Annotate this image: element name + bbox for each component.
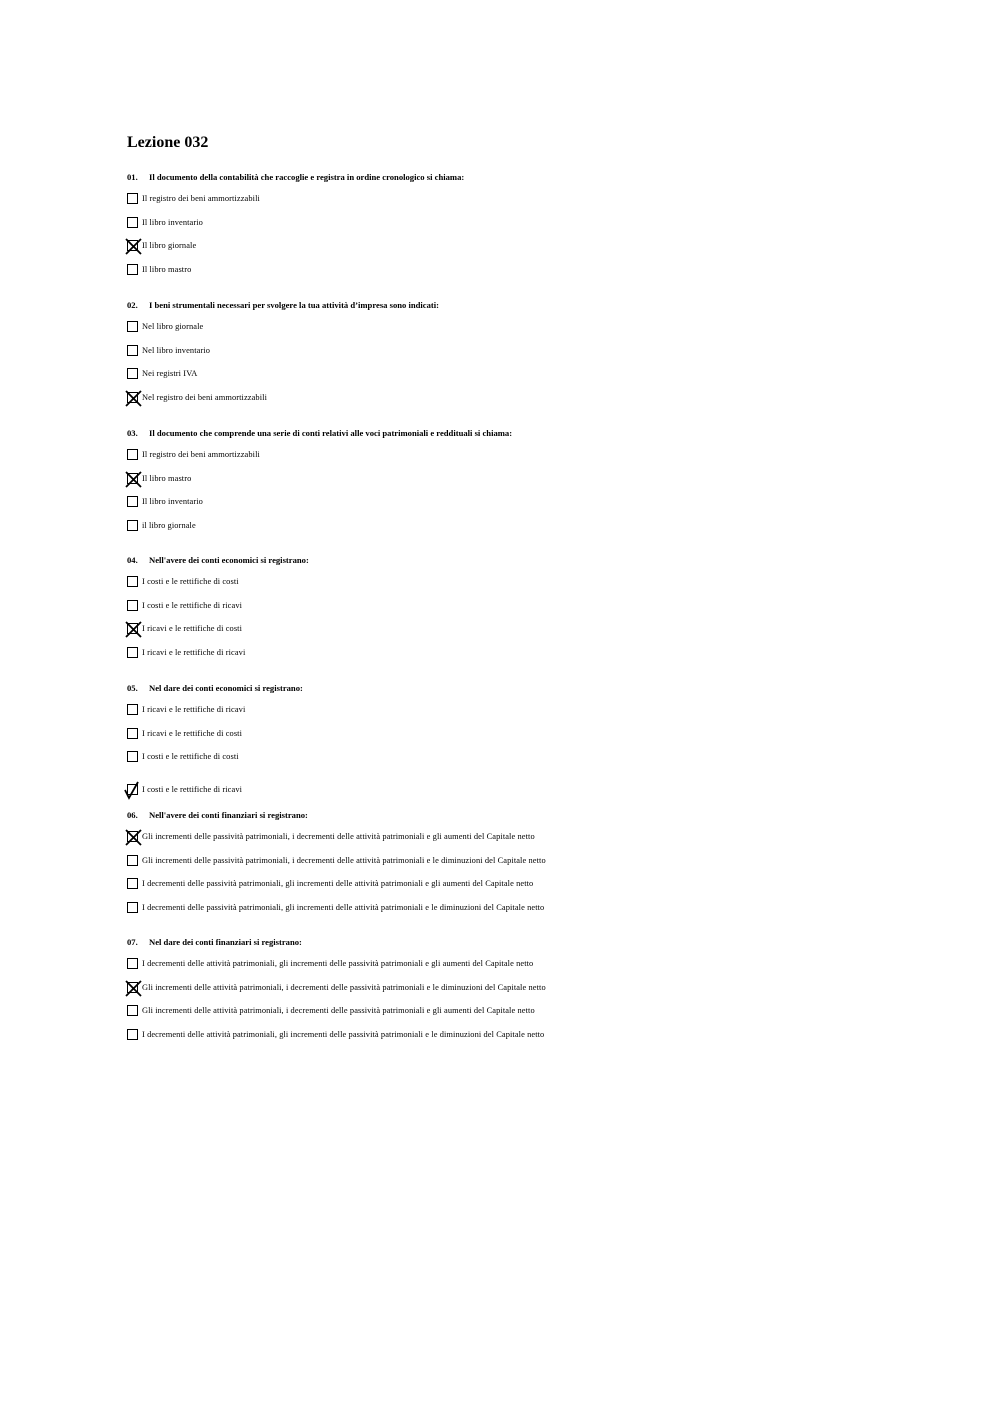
- question-number: 02.: [127, 300, 138, 310]
- answer-option[interactable]: [127, 952, 977, 976]
- checkbox-empty[interactable]: [127, 958, 138, 969]
- checkbox-empty[interactable]: [127, 1029, 138, 1040]
- checkbox-empty[interactable]: [127, 368, 138, 379]
- answer-option[interactable]: [127, 514, 977, 538]
- question-prompt: Nel dare dei conti finanziari si registrano:: [149, 937, 302, 947]
- question-text: [127, 427, 977, 439]
- answer-label: il libro giornale: [142, 521, 196, 531]
- cross-mark-icon: [125, 621, 142, 638]
- answer-option[interactable]: [127, 594, 977, 618]
- question-prompt: Nell'avere dei conti economici si registrano:: [149, 555, 309, 565]
- answer-label: Gli incrementi delle passività patrimoniali, i decrementi delle attività patrimoniali e gli aumenti del Capitale netto: [142, 832, 535, 842]
- checkbox-empty[interactable]: [127, 576, 138, 587]
- answer-label: Il registro dei beni ammortizzabili: [142, 194, 260, 204]
- checkbox-empty[interactable]: [127, 902, 138, 913]
- answer-label: Il libro giornale: [142, 241, 197, 251]
- answer-option[interactable]: [127, 976, 977, 1000]
- answer-label: I ricavi e le rettifiche di ricavi: [142, 648, 246, 658]
- answer-option[interactable]: [127, 617, 977, 641]
- answer-option[interactable]: [127, 778, 977, 802]
- checkbox-crossed[interactable]: [127, 473, 138, 484]
- answer-label: Nei registri IVA: [142, 369, 198, 379]
- question-number: 05.: [127, 683, 138, 693]
- question-prompt: I beni strumentali necessari per svolgere la tua attività d’impresa sono indicati:: [149, 300, 440, 310]
- answer-option[interactable]: [127, 825, 977, 849]
- answer-label: I ricavi e le rettifiche di costi: [142, 624, 243, 634]
- checkbox-empty[interactable]: [127, 1005, 138, 1016]
- question-prompt: Il documento della contabilità che raccoglie e registra in ordine cronologico si chiama:: [149, 172, 465, 182]
- answer-label: Il libro inventario: [142, 217, 203, 227]
- answer-label: I costi e le rettifiche di ricavi: [142, 785, 243, 795]
- answer-option[interactable]: [127, 467, 977, 491]
- cross-mark-icon: [125, 390, 142, 407]
- answer-option[interactable]: [127, 872, 977, 896]
- answer-label: I decrementi delle attività patrimoniali, gli incrementi delle passività patrimoniali e gli aumenti del Capitale netto: [142, 959, 534, 969]
- question-2: [127, 299, 977, 409]
- answer-label: Il libro mastro: [142, 473, 192, 483]
- checkbox-empty[interactable]: [127, 264, 138, 275]
- cross-mark-icon: [125, 238, 142, 255]
- question-prompt: Nel dare dei conti economici si registrano:: [149, 683, 303, 693]
- answer-label: Nel libro giornale: [142, 322, 204, 332]
- checkbox-crossed[interactable]: [127, 831, 138, 842]
- answer-label: Nel libro inventario: [142, 345, 211, 355]
- question-3: [127, 427, 977, 537]
- checkbox-empty[interactable]: [127, 647, 138, 658]
- question-prompt: Nell'avere dei conti finanziari si registrano:: [149, 810, 308, 820]
- question-text: [127, 682, 977, 694]
- question-6: [127, 809, 977, 919]
- answer-label: Gli incrementi delle attività patrimoniali, i decrementi delle passività patrimoniali e gli aumenti del Capitale netto: [142, 1006, 535, 1016]
- answer-option[interactable]: [127, 698, 977, 722]
- checkbox-empty[interactable]: [127, 878, 138, 889]
- question-text: [127, 299, 977, 311]
- checkbox-checked[interactable]: [127, 784, 138, 795]
- checkbox-empty[interactable]: [127, 217, 138, 228]
- question-prompt: Il documento che comprende una serie di conti relativi alle voci patrimoniali e reddituali si chiama:: [149, 428, 513, 438]
- answer-label: Gli incrementi delle attività patrimoniali, i decrementi delle passività patrimoniali e le diminuzioni del Capitale netto: [142, 982, 546, 992]
- question-number: 07.: [127, 937, 138, 947]
- answer-option[interactable]: [127, 722, 977, 746]
- answer-label: I ricavi e le rettifiche di costi: [142, 728, 243, 738]
- answer-label: I decrementi delle attività patrimoniali, gli incrementi delle passività patrimoniali e le diminuzioni del Capitale netto: [142, 1030, 545, 1040]
- answer-label: Il libro mastro: [142, 265, 192, 275]
- answer-label: Gli incrementi delle passività patrimoniali, i decrementi delle attività patrimoniali e le diminuzioni del Capitale netto: [142, 855, 546, 865]
- answer-option[interactable]: [127, 896, 977, 920]
- answer-label: Nel registro dei beni ammortizzabili: [142, 393, 267, 403]
- answer-option[interactable]: [127, 443, 977, 467]
- answer-option[interactable]: [127, 211, 977, 235]
- answer-label: I costi e le rettifiche di ricavi: [142, 600, 243, 610]
- checkbox-empty[interactable]: [127, 345, 138, 356]
- check-mark-icon: [125, 782, 142, 799]
- question-text: [127, 171, 977, 183]
- answer-option[interactable]: [127, 570, 977, 594]
- checkbox-empty[interactable]: [127, 728, 138, 739]
- answer-option[interactable]: [127, 315, 977, 339]
- cross-mark-icon: [125, 980, 142, 997]
- checkbox-empty[interactable]: [127, 855, 138, 866]
- checkbox-crossed[interactable]: [127, 240, 138, 251]
- checkbox-empty[interactable]: [127, 449, 138, 460]
- answer-label: I ricavi e le rettifiche di ricavi: [142, 705, 246, 715]
- checkbox-empty[interactable]: [127, 520, 138, 531]
- answer-option[interactable]: [127, 234, 977, 258]
- answer-label: Il registro dei beni ammortizzabili: [142, 450, 260, 460]
- question-4: [127, 554, 977, 664]
- question-5: [127, 682, 977, 801]
- cross-mark-icon: [125, 471, 142, 488]
- question-1: [127, 171, 977, 281]
- checkbox-empty[interactable]: [127, 496, 138, 507]
- answer-option[interactable]: [127, 1023, 977, 1047]
- question-text: [127, 554, 977, 566]
- answer-label: I costi e le rettifiche di costi: [142, 577, 239, 587]
- question-text: [127, 936, 977, 948]
- answer-option[interactable]: [127, 849, 977, 873]
- answer-option[interactable]: [127, 745, 977, 769]
- answer-option[interactable]: [127, 999, 977, 1023]
- answer-option[interactable]: [127, 386, 977, 410]
- question-7: [127, 936, 977, 1046]
- answer-option[interactable]: [127, 339, 977, 363]
- answer-option[interactable]: [127, 362, 977, 386]
- answer-option[interactable]: [127, 490, 977, 514]
- checkbox-empty[interactable]: [127, 193, 138, 204]
- page-title: Lezione 032: [127, 134, 209, 151]
- checkbox-crossed[interactable]: [127, 392, 138, 403]
- answer-option[interactable]: [127, 641, 977, 665]
- question-number: 01.: [127, 172, 138, 182]
- answer-label: I decrementi delle passività patrimoniali, gli incrementi delle attività patrimoniali e le diminuzioni del Capitale netto: [142, 903, 545, 913]
- question-number: 04.: [127, 555, 138, 565]
- answer-option[interactable]: [127, 258, 977, 282]
- checkbox-empty[interactable]: [127, 704, 138, 715]
- cross-mark-icon: [125, 829, 142, 846]
- question-number: 03.: [127, 428, 138, 438]
- checkbox-crossed[interactable]: [127, 982, 138, 993]
- checkbox-crossed[interactable]: [127, 623, 138, 634]
- question-text: [127, 809, 977, 821]
- checkbox-empty[interactable]: [127, 751, 138, 762]
- answer-label: I decrementi delle passività patrimoniali, gli incrementi delle attività patrimoniali e gli aumenti del Capitale netto: [142, 879, 534, 889]
- answer-option[interactable]: [127, 187, 977, 211]
- checkbox-empty[interactable]: [127, 321, 138, 332]
- answer-label: I costi e le rettifiche di costi: [142, 752, 239, 762]
- answer-label: Il libro inventario: [142, 497, 203, 507]
- checkbox-empty[interactable]: [127, 600, 138, 611]
- question-number: 06.: [127, 810, 138, 820]
